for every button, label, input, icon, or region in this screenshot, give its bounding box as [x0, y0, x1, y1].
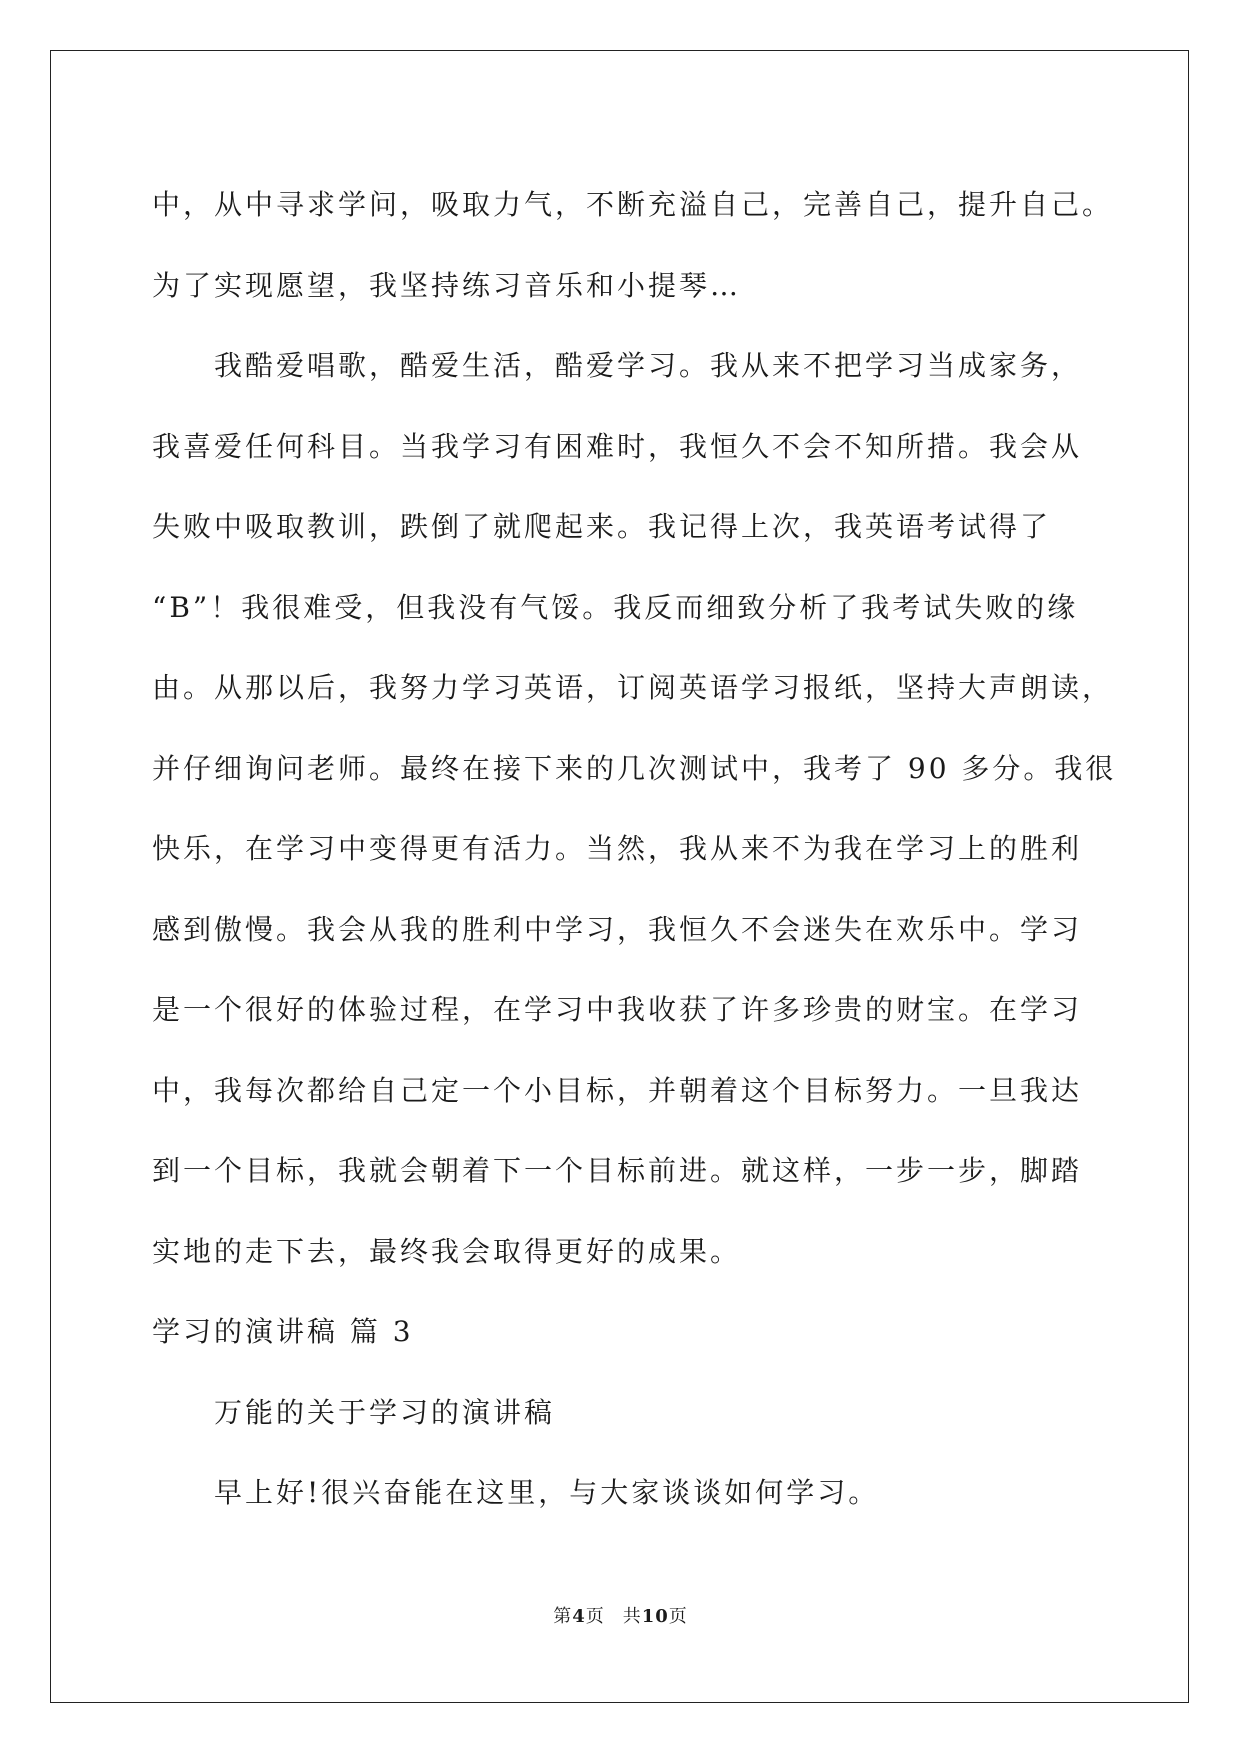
text-line: 是一个很好的体验过程，在学习中我收获了许多珍贵的财宝。在学习 — [152, 993, 1083, 1026]
footer-prefix: 第 — [553, 1606, 573, 1627]
text-line: 快乐，在学习中变得更有活力。当然，我从来不为我在学习上的胜利 — [152, 832, 1083, 865]
text-line: 并仔细询问老师。最终在接下来的几次测试中，我考了 90 多分。我很 — [152, 751, 1117, 785]
current-page-number: 4 — [572, 1606, 586, 1627]
document-body — [152, 165, 1117, 1534]
paragraph-start: 早上好!很兴奋能在这里，与大家谈谈如何学习。 — [214, 1476, 880, 1509]
paragraph-start: 我酷爱唱歌，酷爱生活，酷爱学习。我从来不把学习当成家务， — [214, 349, 1083, 382]
text-line: 感到傲慢。我会从我的胜利中学习，我恒久不会迷失在欢乐中。学习 — [152, 912, 1083, 946]
footer-page-suffix: 页 — [585, 1606, 605, 1627]
text-line: 我喜爱任何科目。当我学习有困难时，我恒久不会不知所措。我会从 — [152, 429, 1083, 463]
text-line: 为了实现愿望，我坚持练习音乐和小提琴… — [152, 268, 742, 302]
text-line: 中，我每次都给自己定一个小目标，并朝着这个目标努力。一旦我达 — [152, 1073, 1083, 1107]
text-line: 到一个目标，我就会朝着下一个目标前进。就这样，一步一步，脚踏 — [152, 1154, 1083, 1187]
footer-total-suffix: 页 — [668, 1606, 688, 1627]
section-heading: 学习的演讲稿 篇 3 — [152, 1315, 414, 1348]
page-footer — [0, 1602, 1241, 1628]
section-subtitle: 万能的关于学习的演讲稿 — [214, 1395, 556, 1429]
text-line: 由。从那以后，我努力学习英语，订阅英语学习报纸，坚持大声朗读， — [152, 671, 1114, 704]
footer-total-prefix: 共 — [622, 1606, 642, 1627]
text-line: 中，从中寻求学问，吸取力气，不断充溢自己，完善自己，提升自己。 — [152, 188, 1114, 221]
text-line: 失败中吸取教训，跌倒了就爬起来。我记得上次，我英语考试得了 — [152, 510, 1052, 543]
text-line: 实地的走下去，最终我会取得更好的成果。 — [152, 1234, 742, 1268]
text-line: “B”！我很难受，但我没有气馁。我反而细致分析了我考试失败的缘 — [152, 590, 1079, 624]
total-page-number: 10 — [641, 1606, 669, 1627]
